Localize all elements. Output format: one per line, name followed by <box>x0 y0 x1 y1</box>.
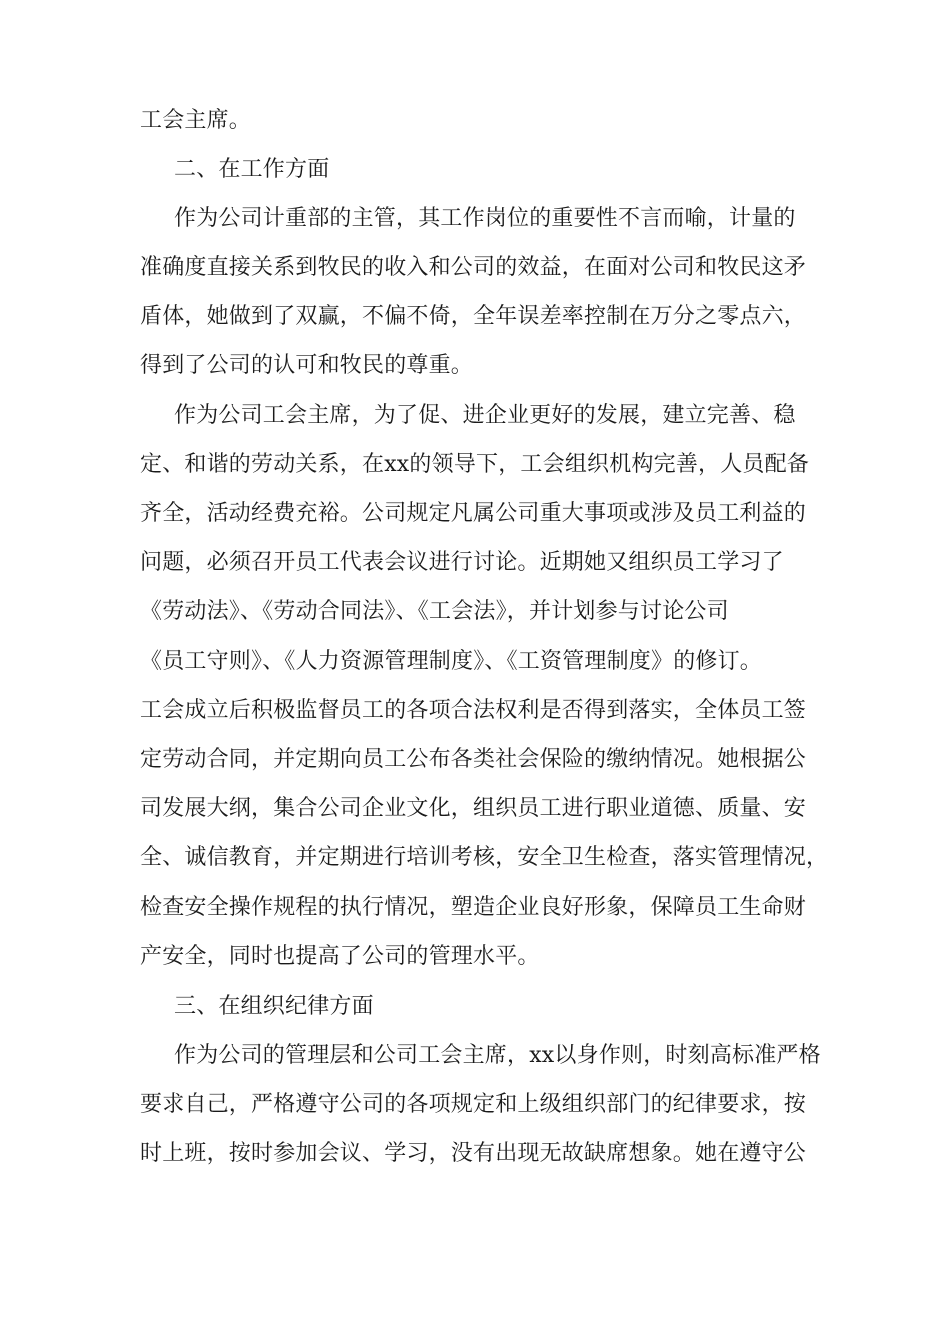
body-text-line: 司发展大纲，集合公司企业文化，组织员工进行职业道德、质量、安 <box>140 796 807 821</box>
body-text-line: 准确度直接关系到牧民的收入和公司的效益，在面对公司和牧民这矛 <box>140 255 807 280</box>
section-heading: 二、在工作方面 <box>174 157 330 182</box>
body-text-line: 工会主席。 <box>140 108 252 133</box>
body-text-line: 时上班，按时参加会议、学习，没有出现无故缺席想象。她在遵守公 <box>140 1141 807 1166</box>
body-text-line: 盾体，她做到了双赢，不偏不倚，全年误差率控制在万分之零点六， <box>140 304 807 329</box>
section-heading: 三、在组织纪律方面 <box>174 994 374 1019</box>
body-text-line: 作为公司的管理层和公司工会主席，xx以身作则，时刻高标准严格 <box>174 1043 821 1068</box>
body-text-line: 定、和谐的劳动关系，在xx的领导下，工会组织机构完善，人员配备 <box>140 452 810 477</box>
body-text-line: 全、诚信教育，并定期进行培训考核，安全卫生检查，落实管理情况， <box>140 845 829 870</box>
body-text-line: 定劳动合同，并定期向员工公布各类社会保险的缴纳情况。她根据公 <box>140 747 807 772</box>
body-text-line: 检查安全操作规程的执行情况，塑造企业良好形象，保障员工生命财 <box>140 895 807 920</box>
body-text-line: 工会成立后积极监督员工的各项合法权利是否得到落实，全体员工签 <box>140 698 807 723</box>
body-text-line: 问题，必须召开员工代表会议进行讨论。近期她又组织员工学习了 <box>140 550 784 575</box>
body-text-line: 《劳动法》、《劳动合同法》、《工会法》，并计划参与讨论公司 <box>140 599 729 624</box>
body-text-line: 要求自己，严格遵守公司的各项规定和上级组织部门的纪律要求，按 <box>140 1092 807 1117</box>
body-text-line: 齐全，活动经费充裕。公司规定凡属公司重大事项或涉及员工利益的 <box>140 501 807 526</box>
body-text-line: 作为公司工会主席，为了促、进企业更好的发展，建立完善、稳 <box>174 403 796 428</box>
body-text-line: 得到了公司的认可和牧民的尊重。 <box>140 353 474 378</box>
body-text-line: 作为公司计重部的主管，其工作岗位的重要性不言而喻，计量的 <box>174 206 796 231</box>
body-text-line: 产安全，同时也提高了公司的管理水平。 <box>140 944 540 969</box>
body-text-line: 《员工守则》、《人力资源管理制度》、《工资管理制度》的修订。 <box>140 649 763 674</box>
